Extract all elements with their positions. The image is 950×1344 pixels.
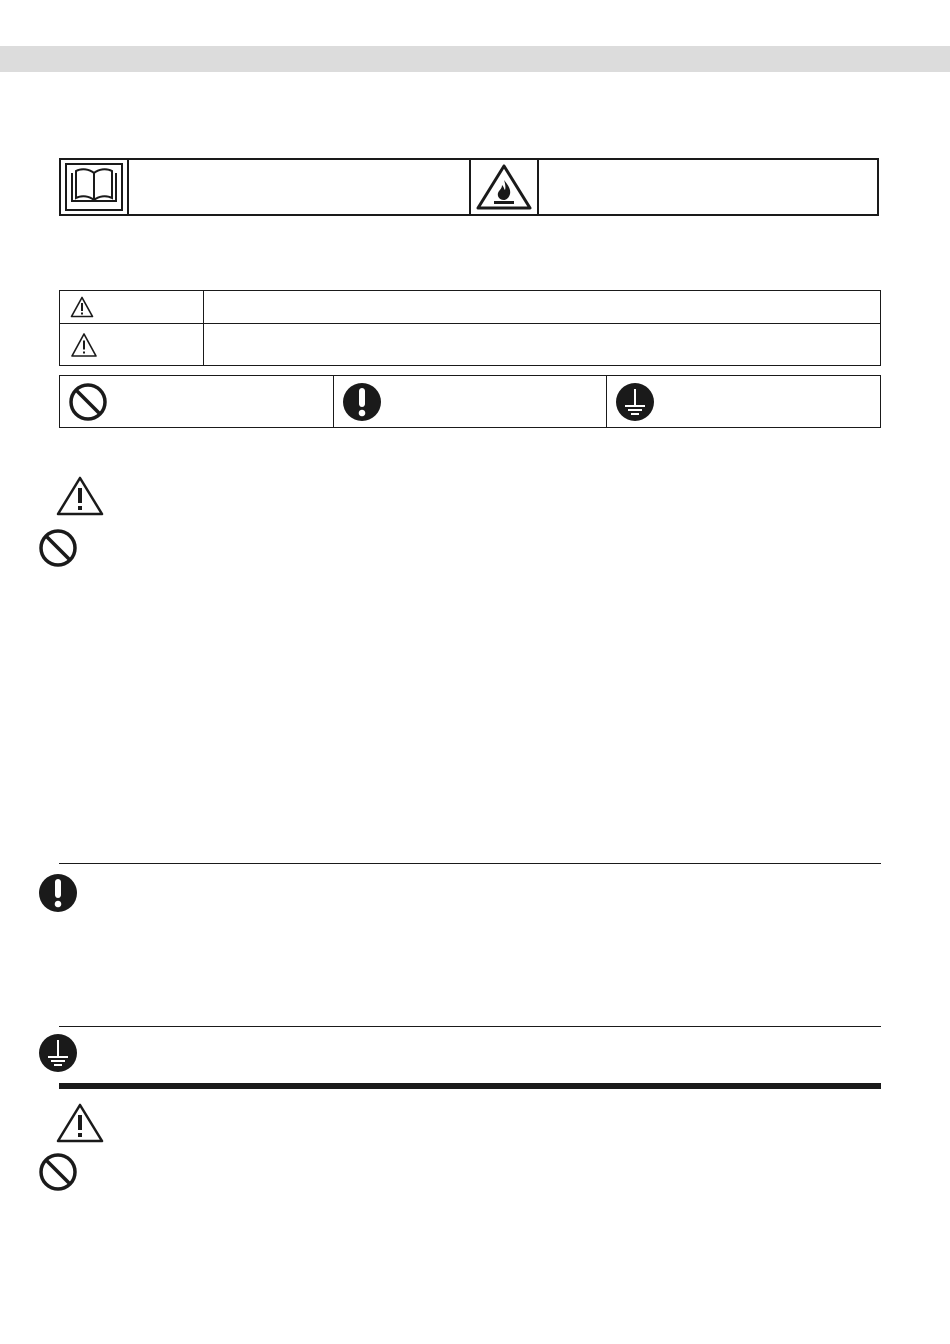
symbol-cell-ground: [607, 376, 880, 427]
ground-connection-icon: [38, 1033, 78, 1073]
flammable-warning-icon: [475, 163, 533, 211]
manual-text-cell: [129, 160, 471, 214]
signal-word-table: [59, 290, 881, 366]
signal-label-cell: [60, 291, 204, 323]
prohibition-icon: [68, 382, 108, 422]
section-divider: [59, 1026, 881, 1027]
mandatory-action-icon: [38, 873, 78, 913]
caution-triangle-icon: [70, 332, 98, 358]
manual-icon-cell: [61, 160, 129, 214]
top-gray-band: [0, 46, 950, 72]
prohibition-icon: [38, 528, 78, 568]
symbol-legend-table: [59, 375, 881, 428]
symbol-cell-mandatory: [334, 376, 607, 427]
symbol-cell-prohibition: [60, 376, 334, 427]
flammable-icon-cell: [471, 160, 539, 214]
signal-label-cell: [60, 324, 204, 365]
signal-row-warning: [60, 291, 880, 324]
safety-header-box: [59, 158, 879, 216]
warning-triangle-icon: [56, 476, 104, 516]
flammable-text-cell: [539, 160, 877, 214]
section-thick-divider: [59, 1083, 881, 1089]
section-divider: [59, 863, 881, 864]
caution-triangle-icon: [56, 1103, 104, 1143]
ground-connection-icon: [615, 382, 655, 422]
open-manual-icon: [65, 163, 123, 211]
signal-row-caution: [60, 324, 880, 365]
prohibition-icon: [38, 1152, 78, 1192]
mandatory-action-icon: [342, 382, 382, 422]
warning-triangle-icon: [70, 296, 94, 318]
